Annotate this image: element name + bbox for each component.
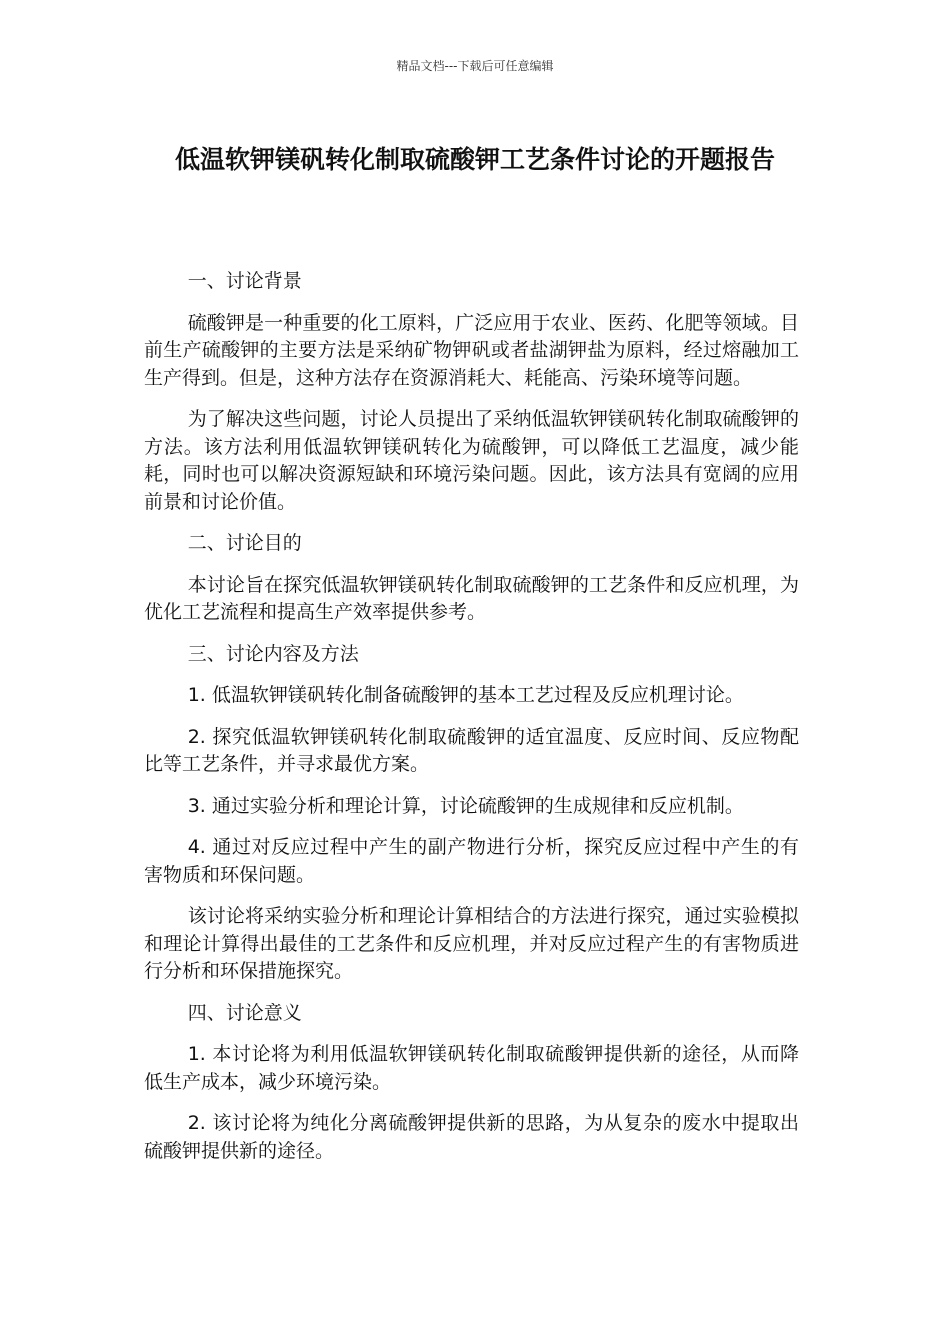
document-body bbox=[144, 268, 799, 1179]
section-heading-purpose: 二、讨论目的 bbox=[187, 532, 302, 554]
paragraph-background-2: 为了解决这些问题，讨论人员提出了采纳低温软钾镁矾转化制取硫酸钾的方法。该方法利用低温软钾镁矾转化为硫酸钾，可以降低工艺温度，减少能耗，同时也可以解决资源短缺和环境污染问题。因此，该方法具有宽阔的应用前景和讨论价值。 bbox=[144, 408, 799, 513]
header-note: 精品文档---下载后可任意编辑 bbox=[396, 59, 554, 73]
paragraph-methods-summary: 该讨论将采纳实验分析和理论计算相结合的方法进行探究，通过实验模拟和理论计算得出最佳的工艺条件和反应机理，并对反应过程产生的有害物质进行分析和环保措施探究。 bbox=[144, 905, 799, 982]
list-item-significance-2: 2. 该讨论将为纯化分离硫酸钾提供新的思路，为从复杂的废水中提取出硫酸钾提供新的途径。 bbox=[144, 1112, 799, 1162]
list-item-content-3: 3. 通过实验分析和理论计算，讨论硫酸钾的生成规律和反应机制。 bbox=[187, 794, 744, 817]
section-heading-background: 一、讨论背景 bbox=[187, 270, 302, 292]
list-item-significance-1: 1. 本讨论将为利用低温软钾镁矾转化制取硫酸钾提供新的途径，从而降低生产成本，减少环境污染。 bbox=[144, 1043, 799, 1093]
page-title: 低温软钾镁矾转化制取硫酸钾工艺条件讨论的开题报告 bbox=[174, 145, 775, 174]
list-item-content-2: 2. 探究低温软钾镁矾转化制取硫酸钾的适宜温度、反应时间、反应物配比等工艺条件，并寻求最优方案。 bbox=[144, 725, 799, 775]
paragraph-purpose: 本讨论旨在探究低温软钾镁矾转化制取硫酸钾的工艺条件和反应机理，为优化工艺流程和提高生产效率提供参考。 bbox=[144, 573, 799, 623]
section-heading-significance: 四、讨论意义 bbox=[187, 1001, 302, 1024]
section-heading-content-methods: 三、讨论内容及方法 bbox=[187, 642, 359, 665]
paragraph-background-1: 硫酸钾是一种重要的化工原料，广泛应用于农业、医药、化肥等领域。目前生产硫酸钾的主要方法是采纳矿物钾矾或者盐湖钾盐为原料，经过熔融加工生产得到。但是，这种方法存在资源消耗大、耗能高、污染环境等问题。 bbox=[144, 311, 799, 389]
list-item-content-4: 4. 通过对反应过程中产生的副产物进行分析，探究反应过程中产生的有害物质和环保问题。 bbox=[144, 836, 799, 886]
list-item-content-1: 1. 低温软钾镁矾转化制备硫酸钾的基本工艺过程及反应机理讨论。 bbox=[187, 684, 744, 706]
